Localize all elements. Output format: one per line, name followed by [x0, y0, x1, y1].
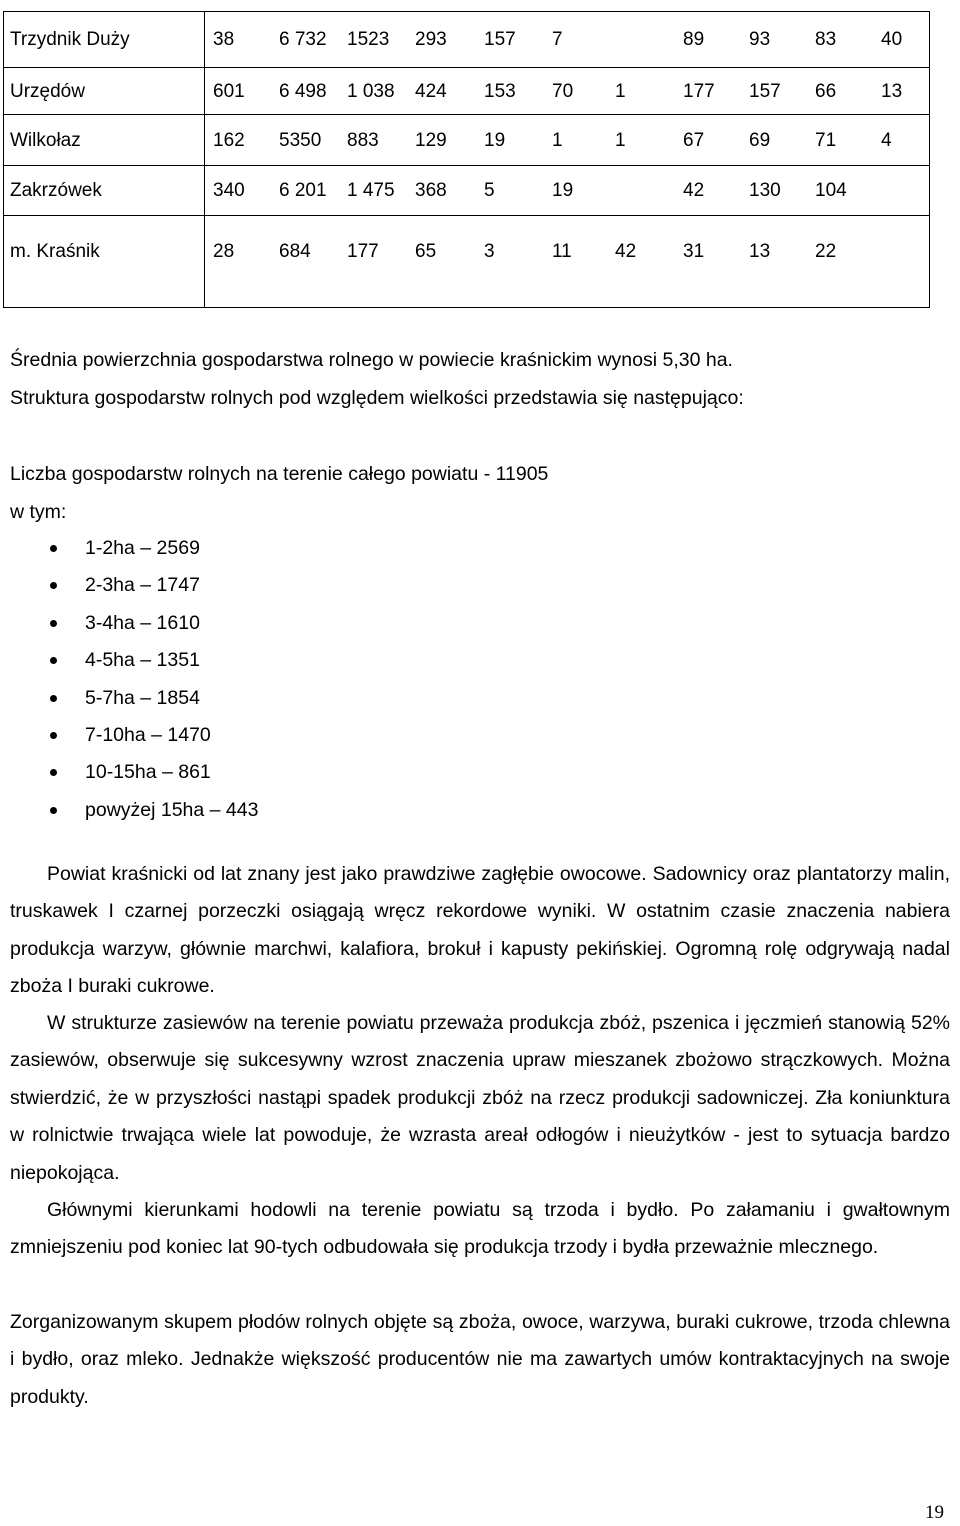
table-row — [4, 216, 930, 308]
table-cell-name: Urzędów — [4, 68, 205, 115]
table-cell: 6 498 — [271, 68, 339, 115]
paragraph-fruit: Powiat kraśnicki od lat znany jest jako prawdziwe zagłębie owocowe. Sadownicy oraz plantatorzy malin, truskawek I czarnej porzeczki osiągają wręcz rekordowe wyniki. W ostatnim czasie znaczenia nabiera produkcja warzyw, głównie marchwi, kalafiora, brokuł i kapusty pekińskiej. Ogromną rolę odgrywają nadal zboża I buraki cukrowe. — [10, 863, 950, 998]
list-item: 5-7ha – 1854 — [50, 683, 258, 720]
table-cell-name: m. Kraśnik — [4, 216, 205, 308]
average-area-text: Średnia powierzchnia gospodarstwa rolnego w powiecie kraśnickim wynosi 5,30 ha. — [10, 349, 733, 371]
paragraph-livestock: Głównymi kierunkami hodowli na terenie powiatu są trzoda i bydło. Po załamaniu i gwałtownym zmniejszeniu pod koniec lat 90-tych odbudowała się produkcja trzody i bydła przeważnie mlecznego. — [10, 1199, 950, 1259]
table-cell: 4 — [873, 115, 930, 166]
table-cell: 69 — [741, 115, 807, 166]
table-cell: 7 — [544, 12, 607, 68]
table-cell: 67 — [675, 115, 741, 166]
list-item: 10-15ha – 861 — [50, 757, 258, 794]
in-that-label: w tym: — [10, 501, 67, 523]
page-number: 19 — [925, 1502, 944, 1523]
bullet-icon — [50, 620, 57, 627]
table-row — [4, 166, 930, 216]
list-item: powyżej 15ha – 443 — [50, 795, 258, 832]
table-cell: 40 — [873, 12, 930, 68]
table-cell: 157 — [476, 12, 544, 68]
table-cell: 153 — [476, 68, 544, 115]
table-cell — [873, 166, 930, 216]
table-cell: 162 — [205, 115, 272, 166]
table-cell: 883 — [339, 115, 407, 166]
total-farms-text: Liczba gospodarstw rolnych na terenie całego powiatu - 11905 — [10, 463, 549, 485]
table-cell: 684 — [271, 216, 339, 308]
table-cell: 157 — [741, 68, 807, 115]
table-cell: 1 038 — [339, 68, 407, 115]
table-cell: 28 — [205, 216, 272, 308]
bullet-icon — [50, 807, 57, 814]
table-cell: 1 — [607, 115, 675, 166]
table-cell: 104 — [807, 166, 873, 216]
structure-intro-text: Struktura gospodarstw rolnych pod względem wielkości przedstawia się następująco: — [10, 387, 744, 409]
table-cell: 177 — [339, 216, 407, 308]
table-cell — [607, 12, 675, 68]
table-cell: 1 — [544, 115, 607, 166]
table-cell: 13 — [741, 216, 807, 308]
farm-size-list — [50, 533, 258, 832]
list-item: 4-5ha – 1351 — [50, 645, 258, 682]
table-cell: 66 — [807, 68, 873, 115]
table-cell: 89 — [675, 12, 741, 68]
table-cell: 130 — [741, 166, 807, 216]
bullet-icon — [50, 657, 57, 664]
table-cell: 6 732 — [271, 12, 339, 68]
table-cell: 5 — [476, 166, 544, 216]
table-cell: 601 — [205, 68, 272, 115]
table-cell: 71 — [807, 115, 873, 166]
table-cell: 11 — [544, 216, 607, 308]
table-cell: 19 — [544, 166, 607, 216]
table-cell: 31 — [675, 216, 741, 308]
bullet-icon — [50, 582, 57, 589]
list-item: 7-10ha – 1470 — [50, 720, 258, 757]
table-cell: 38 — [205, 12, 272, 68]
paragraph-purchase: Zorganizowanym skupem płodów rolnych objęte są zboża, owoce, warzywa, buraki cukrowe, trzoda chlewna i bydło, oraz mleko. Jednakże większość producentów nie ma zawartych umów kontraktacyjnych na swoje produkty. — [10, 1311, 950, 1408]
table-cell — [873, 216, 930, 308]
farms-table — [3, 11, 930, 308]
table-cell: 368 — [407, 166, 476, 216]
table-cell: 42 — [607, 216, 675, 308]
table-cell: 22 — [807, 216, 873, 308]
table-cell: 83 — [807, 12, 873, 68]
table-row — [4, 115, 930, 166]
table-cell: 340 — [205, 166, 272, 216]
table-cell: 177 — [675, 68, 741, 115]
table-cell-name: Trzydnik Duży — [4, 12, 205, 68]
table-cell: 3 — [476, 216, 544, 308]
table-cell: 424 — [407, 68, 476, 115]
table-row — [4, 12, 930, 68]
table-cell: 5350 — [271, 115, 339, 166]
table-cell: 1 475 — [339, 166, 407, 216]
table-cell: 129 — [407, 115, 476, 166]
paragraph-crops: W strukturze zasiewów na terenie powiatu przeważa produkcja zbóż, pszenica i jęczmień stanowią 52% zasiewów, obserwuje się sukcesywny wzrost znaczenia upraw mieszanek zbożowo strączkowych. Można stwierdzić, że w przyszłości nastąpi spadek produkcji zbóż na rzecz produkcji sadowniczej. Zła koniunktura w rolnictwie trwająca wiele lat powoduje, że wzrasta areał odłogów i nieużytków - jest to sytuacja bardzo niepokojąca. — [10, 1012, 950, 1184]
bullet-icon — [50, 695, 57, 702]
table-row — [4, 68, 930, 115]
table-cell-name: Wilkołaz — [4, 115, 205, 166]
table-cell: 70 — [544, 68, 607, 115]
bullet-icon — [50, 769, 57, 776]
bullet-icon — [50, 732, 57, 739]
table-cell: 19 — [476, 115, 544, 166]
list-item: 3-4ha – 1610 — [50, 608, 258, 645]
table-cell — [607, 166, 675, 216]
table-cell-name: Zakrzówek — [4, 166, 205, 216]
table-cell: 1523 — [339, 12, 407, 68]
table-cell: 13 — [873, 68, 930, 115]
table-cell: 93 — [741, 12, 807, 68]
table-cell: 42 — [675, 166, 741, 216]
list-item: 1-2ha – 2569 — [50, 533, 258, 570]
table-cell: 293 — [407, 12, 476, 68]
list-item: 2-3ha – 1747 — [50, 570, 258, 607]
table-cell: 6 201 — [271, 166, 339, 216]
table-cell: 1 — [607, 68, 675, 115]
table-cell: 65 — [407, 216, 476, 308]
bullet-icon — [50, 545, 57, 552]
